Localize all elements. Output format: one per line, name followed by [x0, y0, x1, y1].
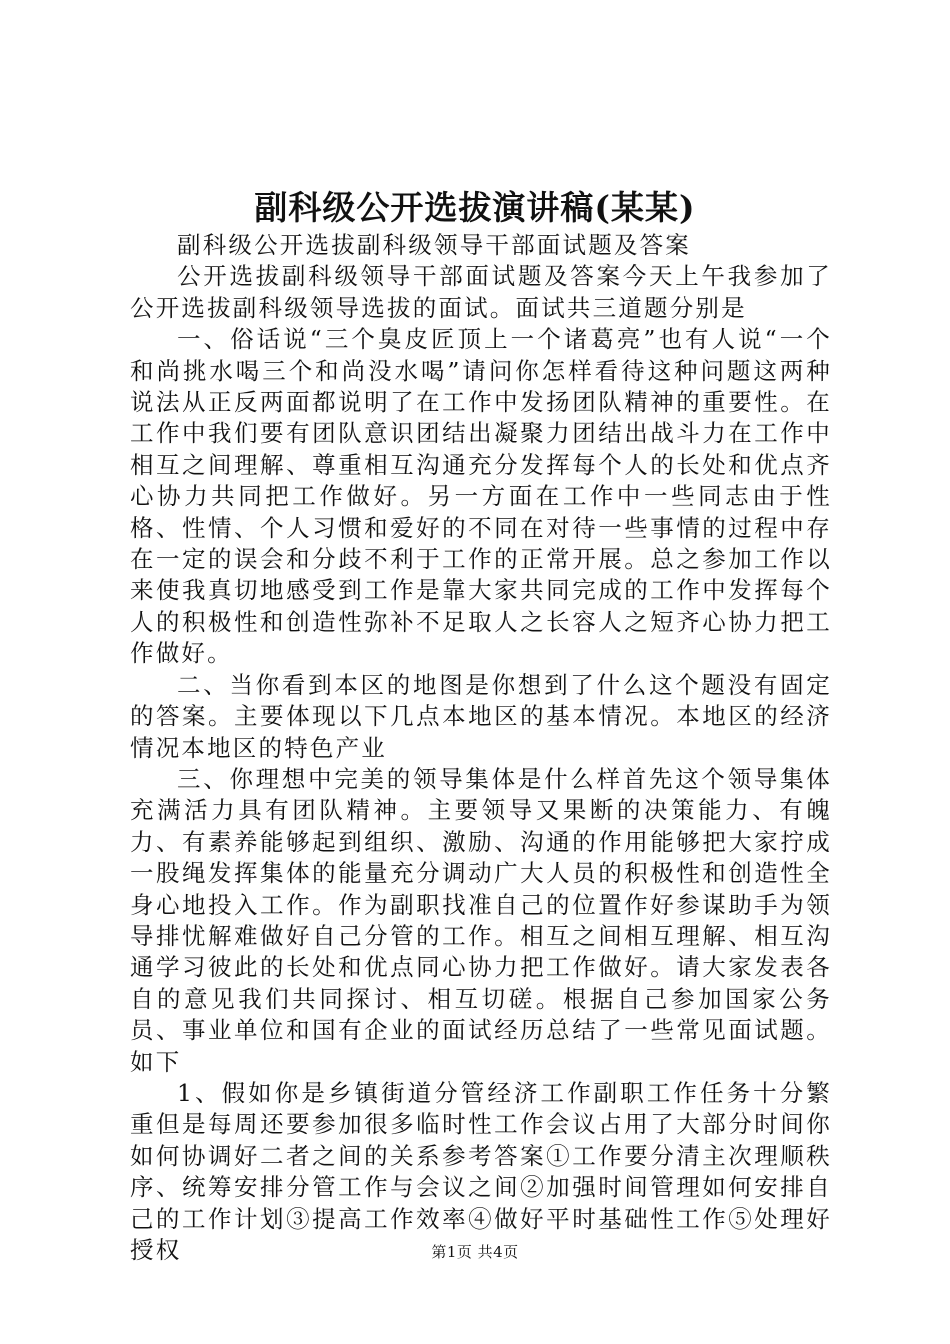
paragraph-item-1: 1、假如你是乡镇街道分管经济工作副职工作任务十分繁重但是每周还要参加很多临时性工作会议占用了大部分时间你如何协调好二者之间的关系参考答案①工作要分清主次理顺秩序、统筹安排分管工作与会议之间②加强时间管理如何安排自己的工作计划③提高工作效率④做好平时基础性工作⑤处理好授权	[130, 1078, 832, 1264]
paragraph-question-3: 三、你理想中完美的领导集体是什么样首先这个领导集体充满活力具有团队精神。主要领导又果断的决策能力、有魄力、有素养能够起到组织、激励、沟通的作用能够把大家拧成一股绳发挥集体的能量充分调动广大人员的积极性和创造性全身心地投入工作。作为副职找准自己的位置作好参谋助手为领导排忧解难做好自己分管的工作。相互之间相互理解、相互沟通学习彼此的长处和优点同心协力把工作做好。请大家发表各自的意见我们共同探讨、相互切磋。根据自己参加国家公务员、事业单位和国有企业的面试经历总结了一些常见面试题。如下	[130, 764, 832, 1076]
document-title: 副科级公开选拔演讲稿(某某)	[254, 188, 696, 227]
paragraph-subtitle: 副科级公开选拔副科级领导干部面试题及答案	[177, 231, 691, 259]
paragraph-intro: 公开选拔副科级领导干部面试题及答案今天上午我参加了公开选拔副科级领导选拔的面试。面试共三道题分别是	[130, 262, 832, 322]
document-body	[130, 230, 832, 1266]
paragraph-question-2: 二、当你看到本区的地图是你想到了什么这个题没有固定的答案。主要体现以下几点本地区的基本情况。本地区的经济情况本地区的特色产业	[130, 670, 832, 762]
page-number: 第1页 共4页	[431, 1243, 519, 1261]
paragraph-question-1: 一、俗话说“三个臭皮匠顶上一个诸葛亮”也有人说“一个和尚挑水喝三个和尚没水喝”请问你怎样看待这种问题这两种说法从正反两面都说明了在工作中发扬团队精神的重要性。在工作中我们要有团队意识团结出凝聚力团结出战斗力在工作中相互之间理解、尊重相互沟通充分发挥每个人的长处和优点齐心协力共同把工作做好。另一方面在工作中一些同志由于性格、性情、个人习惯和爱好的不同在对待一些事情的过程中存在一定的误会和分歧不利于工作的正常开展。总之参加工作以来使我真切地感受到工作是靠大家共同完成的工作中发挥每个人的积极性和创造性弥补不足取人之长容人之短齐心协力把工作做好。	[130, 325, 832, 668]
